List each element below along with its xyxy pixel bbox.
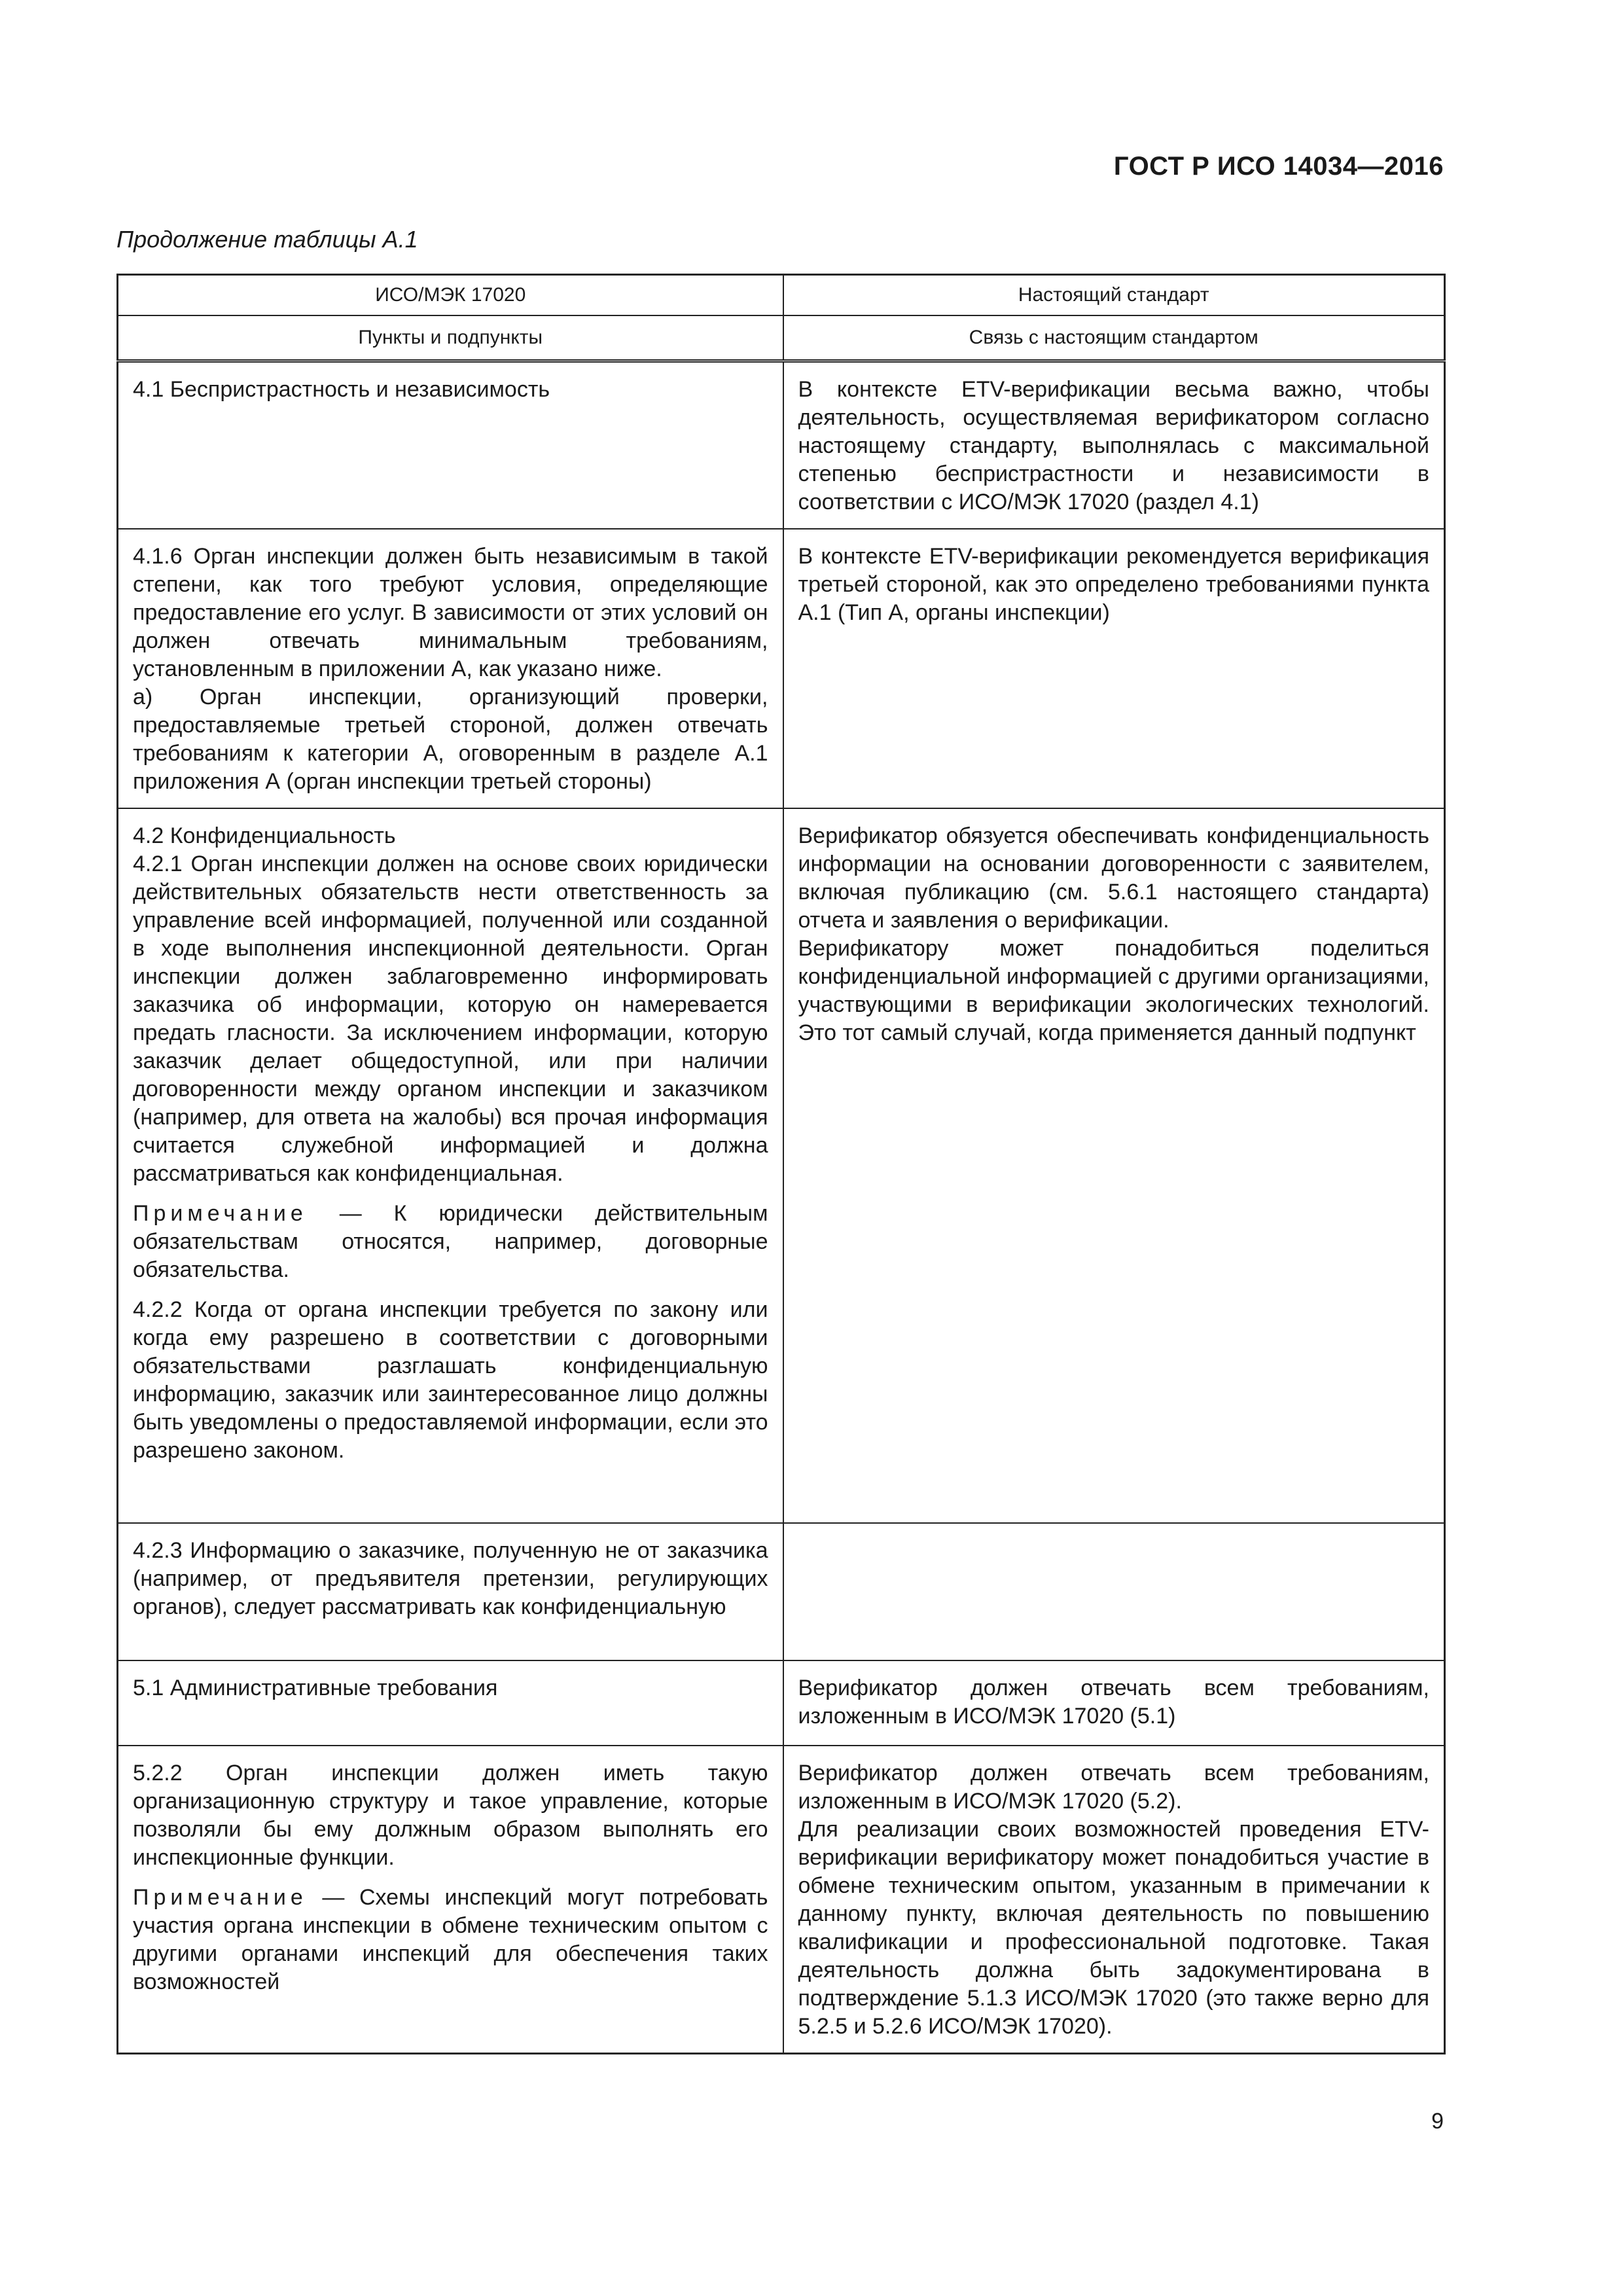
cell-paragraph: В контексте ETV-верификации рекомендуется верификация третьей стороной, как это определено требованиями пункта А.1 (Тип А, органы инспекции)	[798, 544, 1429, 625]
column-header-iso: ИСО/МЭК 17020	[118, 275, 783, 316]
table-row	[118, 1660, 1445, 1746]
cell-paragraph: Верификатору может понадобиться поделиться конфиденциальной информацией с другими организациями, участвующими в верификации экологических технологий. Это тот самый случай, когда применяется данный подпункт	[798, 936, 1430, 1045]
cell-paragraph: Верификатор должен отвечать всем требованиям, изложенным в ИСО/МЭК 17020 (5.2).	[798, 1761, 1429, 1814]
cell-paragraph: 4.2.2 Когда от органа инспекции требуется по закону или когда ему разрешено в соответствии с договорными обязательствами разглашать конфиденциальную информацию, заказчик или заинтересованное лицо должны быть уведомлены о предоставляемой информации, если это разрешено законом.	[133, 1297, 768, 1463]
table-subheader-row	[118, 315, 1445, 361]
note-text: — К юридически действительным обязательствам относятся, например, договорные обязательства.	[133, 1201, 768, 1282]
comparison-table	[116, 274, 1446, 2054]
table-row	[118, 808, 1445, 1523]
page-number: 9	[1431, 2109, 1444, 2134]
table-row	[118, 361, 1445, 529]
table-cell-relation	[783, 1660, 1445, 1746]
table-row	[118, 1746, 1445, 2054]
column-subheader-relation: Связь с настоящим стандартом	[783, 315, 1445, 361]
table-cell-clause	[118, 808, 783, 1523]
table-cell-relation	[783, 361, 1445, 529]
column-subheader-clauses: Пункты и подпункты	[118, 315, 783, 361]
cell-paragraph: 4.2.1 Орган инспекции должен на основе своих юридически действительных обязательств нести ответственность за управление всей информацией, полученной или созданной в ходе выполнения инспекционной деятельности. Орган инспекции должен заблаговременно информировать заказчика об информации, которую он намеревается предать гласности. За исключением информации, которую заказчик делает общедоступной, или при наличии договоренности между органом инспекции и заказчиком (например, для ответа на жалобы) вся прочая информация считается служебной информацией и должна рассматриваться как конфиденциальная.	[133, 852, 768, 1186]
table-cell-relation	[783, 1746, 1445, 2054]
cell-paragraph: Верификатор обязуется обеспечивать конфиденциальность информации на основании договоренности с заявителем, включая публикацию (см. 5.6.1 настоящего стандарта) отчета и заявления о верификации.	[798, 823, 1429, 933]
note-paragraph	[133, 1200, 768, 1284]
table-cell-relation-empty	[783, 1523, 1445, 1660]
table-header-row	[118, 275, 1445, 316]
cell-paragraph: 5.2.2 Орган инспекции должен иметь такую организационную структуру и такое управление, которые позволяли бы ему должным образом выполнять его инспекционные функции.	[133, 1761, 768, 1870]
cell-paragraph: В контексте ETV-верификации весьма важно, чтобы деятельность, осуществляемая верификатором согласно настоящему стандарту, выполнялась с максимальной степенью беспристрастности и независимости в соответствии с ИСО/МЭК 17020 (раздел 4.1)	[798, 377, 1429, 514]
table-cell-relation	[783, 808, 1445, 1523]
cell-paragraph: 4.2 Конфиденциальность	[133, 823, 396, 848]
cell-paragraph: Верификатор должен отвечать всем требованиям, изложенным в ИСО/МЭК 17020 (5.1)	[798, 1676, 1429, 1729]
cell-paragraph: a) Орган инспекции, организующий проверки, предоставляемые третьей стороной, должен отвечать требованиям к категории А, оговоренным в разделе А.1 приложения А (орган инспекции третьей стороны)	[133, 685, 768, 794]
table-row	[118, 1523, 1445, 1660]
cell-paragraph: 4.2.3 Информацию о заказчике, полученную не от заказчика (например, от предъявителя претензии, регулирующих органов), следует рассматривать как конфиденциальную	[133, 1538, 768, 1619]
document-code-header: ГОСТ Р ИСО 14034—2016	[1113, 152, 1444, 181]
note-label: Примечание	[133, 1885, 308, 1910]
cell-paragraph: Для реализации своих возможностей проведения ETV-верификации верификатору может понадобиться участие в обмене техническим опытом, указанным в примечании к данному пункту, включая деятельность по повышению квалификации и профессиональной подготовке. Такая деятельность должна быть задокументирована в подтверждение 5.1.3 ИСО/МЭК 17020 (это также верно для 5.2.5 и 5.2.6 ИСО/МЭК 17020).	[798, 1817, 1429, 2039]
cell-paragraph: 5.1 Административные требования	[133, 1676, 498, 1700]
table-cell-clause	[118, 1660, 783, 1746]
cell-paragraph: 4.1 Беспристрастность и независимость	[133, 377, 550, 402]
note-label: Примечание	[133, 1201, 308, 1226]
table-cell-relation	[783, 529, 1445, 808]
table-cell-clause	[118, 1746, 783, 2054]
table-cell-clause	[118, 361, 783, 529]
table-caption: Продолжение таблицы А.1	[116, 226, 418, 253]
note-paragraph	[133, 1884, 768, 1996]
cell-paragraph: 4.1.6 Орган инспекции должен быть независимым в такой степени, как того требуют условия, определяющие предоставление его услуг. В зависимости от этих условий он должен отвечать минимальным требованиям, установленным в приложении А, как указано ниже.	[133, 544, 768, 681]
table-row	[118, 529, 1445, 808]
table-cell-clause	[118, 1523, 783, 1660]
note-text: — Схемы инспекций могут потребовать участия органа инспекции в обмене техническим опытом с другими органами инспекций для обеспечения таких возможностей	[133, 1885, 768, 1994]
table-cell-clause	[118, 529, 783, 808]
column-header-standard: Настоящий стандарт	[783, 275, 1445, 316]
